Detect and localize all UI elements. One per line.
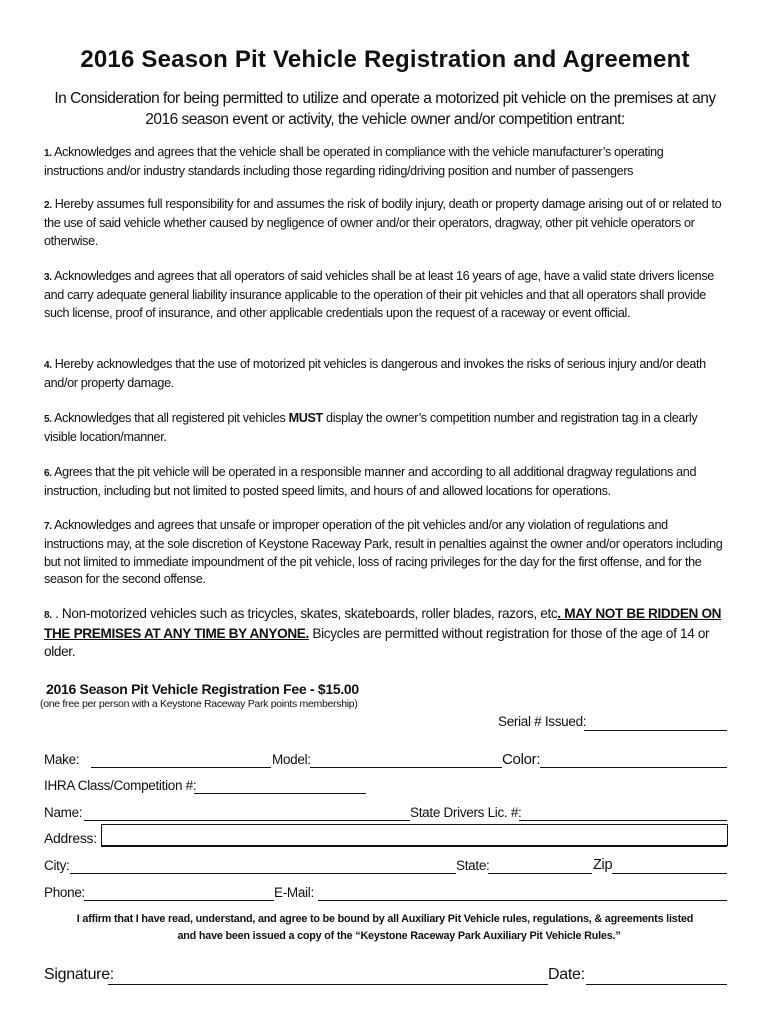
- fee-note: (one free per person with a Keystone Raceway Park points membership): [40, 698, 358, 710]
- state-field[interactable]: [488, 873, 592, 874]
- date-field[interactable]: [586, 984, 727, 985]
- clause-text: Hereby assumes full responsibility for and assumes the risk of bodily injury, death or property damage arising out of or related to the use of said vehicle whether caused by negligence of owner and/or their operators, dragway, other pit vehicle operators or otherwise.: [44, 197, 722, 248]
- color-label: Color:: [502, 751, 541, 768]
- clause-text: Agrees that the pit vehicle will be operated in a responsible manner and according to all additional dragway regulations and instruction, including but not limited to posted speed limits, and hours of and allowed locations for operations.: [44, 465, 697, 498]
- clause-4: [44, 356, 724, 393]
- zip-label: Zip: [593, 857, 613, 873]
- clause-number: 3.: [44, 272, 52, 283]
- clause-2: [44, 196, 724, 250]
- fee-title: 2016 Season Pit Vehicle Registration Fee - $15.00: [46, 681, 359, 697]
- clause-number: 2.: [44, 200, 52, 211]
- clause-number: 1.: [44, 148, 52, 159]
- city-field[interactable]: [70, 873, 456, 874]
- color-field[interactable]: [540, 767, 727, 768]
- clause-emphasis: MUST: [288, 411, 323, 425]
- clause-text: . Non-motorized vehicles such as tricycles, skates, skateboards, roller blades, razors, etc: [55, 606, 558, 621]
- email-label: E-Mail:: [274, 885, 314, 900]
- make-label: Make:: [44, 752, 80, 767]
- clause-number: 7.: [44, 521, 52, 532]
- clause-number: 6.: [44, 468, 52, 479]
- model-label: Model:: [272, 752, 311, 767]
- clause-7: [44, 517, 724, 589]
- name-label: Name:: [44, 805, 83, 820]
- date-label: Date:: [548, 966, 585, 983]
- state-label: State:: [456, 858, 490, 873]
- phone-label: Phone:: [44, 885, 85, 900]
- license-field[interactable]: [519, 820, 727, 821]
- address-label: Address:: [44, 830, 97, 846]
- signature-label: Signature:: [44, 966, 114, 983]
- signature-field[interactable]: [108, 984, 548, 985]
- ihra-field[interactable]: [194, 793, 366, 794]
- document-title: 2016 Season Pit Vehicle Registration and Agreement: [80, 46, 690, 73]
- city-label: City:: [44, 858, 70, 873]
- serial-label: Serial # Issued:: [498, 714, 587, 729]
- address-underline: [101, 846, 727, 847]
- clause-text: Hereby acknowledges that the use of motorized pit vehicles is dangerous and invokes the risks of serious injury and/or death and/or property damage.: [44, 357, 706, 390]
- clause-text: Acknowledges that all registered pit vehicles: [54, 411, 289, 425]
- clause-6: [44, 464, 724, 501]
- zip-field[interactable]: [612, 873, 727, 874]
- clause-number: 8.: [44, 610, 52, 621]
- clause-text: Acknowledges and agrees that the vehicle shall be operated in compliance with the vehicle manufacturer’s operating instructions and/or industry standards including those regarding riding/driving position and number of passengers: [44, 145, 664, 178]
- model-field[interactable]: [310, 767, 502, 768]
- clause-1: [44, 144, 724, 181]
- clause-8: [44, 605, 724, 661]
- clause-emphasis: . MAY NOT BE RIDDEN ON THE PREMISES AT ANY TIME BY ANYONE.: [44, 606, 722, 641]
- clause-text: Bicycles are permitted without registration for those of the age of 14 or older.: [44, 626, 710, 659]
- clause-number: 5.: [44, 414, 52, 425]
- clause-5: [44, 410, 724, 447]
- name-field[interactable]: [84, 820, 410, 821]
- serial-field[interactable]: [584, 730, 727, 731]
- email-field[interactable]: [318, 900, 727, 901]
- clause-text: Acknowledges and agrees that all operators of said vehicles shall be at least 16 years of age, have a valid state drivers license and carry adequate general liability insurance applicable to the operation of their pit vehicles and that all operators shall provide such license, proof of insurance, and other applicable credentials upon the request of a raceway or event official.: [44, 269, 714, 320]
- affirmation-text: [40, 911, 730, 945]
- make-field[interactable]: [91, 767, 271, 768]
- intro-text: In Consideration for being permitted to utilize and operate a motorized pit vehicle on the premises at any 2016 season event or activity, the vehicle owner and/or competition entrant:: [54, 90, 716, 128]
- affirmation-line-2: and have been issued a copy of the “Keystone Raceway Park Auxiliary Pit Vehicle Rules.”: [177, 930, 621, 942]
- clause-3: [44, 268, 724, 322]
- address-field[interactable]: [101, 824, 728, 846]
- clause-text: display the owner’s competition number and registration tag in a clearly visible location/manner.: [44, 411, 698, 444]
- clause-text: Acknowledges and agrees that unsafe or improper operation of the pit vehicles and/or any violation of regulations and instructions may, at the sole discretion of Keystone Raceway Park, result in penalties against the owner and/or operators including but not limited to immediate impoundment of the pit vehicle, loss of racing privileges for the day for the first offense, and for the season for the second offense.: [44, 518, 723, 587]
- clause-number: 4.: [44, 360, 52, 371]
- affirmation-line-1: I affirm that I have read, understand, and agree to be bound by all Auxiliary Pit Vehicle rules, regulations, & agreements listed: [76, 913, 694, 925]
- license-label: State Drivers Lic. #:: [410, 805, 522, 820]
- ihra-label: IHRA Class/Competition #:: [44, 778, 197, 793]
- phone-field[interactable]: [84, 900, 274, 901]
